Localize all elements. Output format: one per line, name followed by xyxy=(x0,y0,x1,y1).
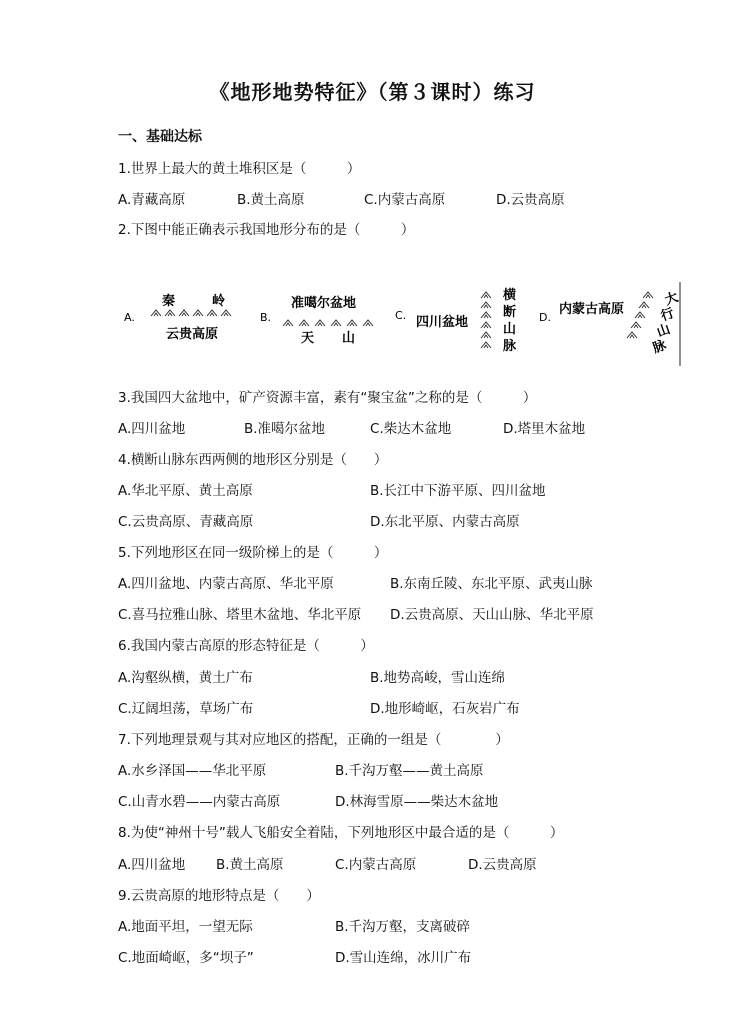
panel-a-label-ling: 岭 xyxy=(212,294,226,309)
question-6-stem: 6.我国内蒙古高原的形态特征是（ ） xyxy=(118,638,374,654)
panel-c-label-heng: 横 xyxy=(503,288,517,303)
q5-option-c: C.喜马拉雅山脉、塔里木盆地、华北平原 xyxy=(118,607,362,623)
q8-option-b: B.黄土高原 xyxy=(216,857,284,873)
panel-c-label-shan: 山 xyxy=(503,322,517,337)
q3-option-d: D.塔里木盆地 xyxy=(503,421,586,437)
q8-option-c: C.内蒙古高原 xyxy=(335,857,417,873)
q3-option-c: C.柴达木盆地 xyxy=(370,421,452,437)
panel-d-label-xing: 行 xyxy=(658,306,677,325)
q1-option-b: B.黄土高原 xyxy=(237,192,305,208)
q9-option-d: D.雪山连绵，冰川广布 xyxy=(335,950,472,966)
q9-option-a: A.地面平坦，一望无际 xyxy=(118,919,253,935)
section-heading: 一、基础达标 xyxy=(118,129,202,145)
panel-d-mountain-icon xyxy=(627,292,653,338)
panel-c-label-duan: 断 xyxy=(503,305,517,320)
q7-option-b: B.千沟万壑——黄土高原 xyxy=(335,763,484,779)
panel-d-label-mai: 脉 xyxy=(650,338,669,357)
panel-b-mountain-icon xyxy=(283,320,373,326)
panel-c-mountain-icon xyxy=(481,292,491,348)
q8-option-d: D.云贵高原 xyxy=(468,857,537,873)
q5-option-a: A.四川盆地、内蒙古高原、华北平原 xyxy=(118,576,334,592)
q6-option-c: C.辽阔坦荡，草场广布 xyxy=(118,701,254,717)
panel-a-label-yungui: 云贵高原 xyxy=(166,327,219,342)
panel-b-label-shan: 山 xyxy=(342,331,356,346)
q3-option-a: A.四川盆地 xyxy=(118,421,186,437)
q5-option-d: D.云贵高原、天山山脉、华北平原 xyxy=(390,607,594,623)
q3-option-b: B.准噶尔盆地 xyxy=(244,421,326,437)
q1-option-a: A.青藏高原 xyxy=(118,192,186,208)
panel-c-label-mai: 脉 xyxy=(503,339,517,354)
terrain-figure-svg xyxy=(118,280,698,370)
panel-d-label-neimenggu: 内蒙古高原 xyxy=(559,302,625,317)
q6-option-b: B.地势高峻，雪山连绵 xyxy=(370,670,506,686)
question-3-stem: 3.我国四大盆地中，矿产资源丰富，素有“聚宝盆”之称的是（ ） xyxy=(118,390,537,406)
panel-d-label-shan: 山 xyxy=(654,322,673,341)
q1-option-c: C.内蒙古高原 xyxy=(364,192,446,208)
figure-letter-c: C. xyxy=(395,309,407,322)
q4-option-c: C.云贵高原、青藏高原 xyxy=(118,514,254,530)
q9-option-b: B.千沟万壑，支离破碎 xyxy=(335,919,471,935)
q4-option-d: D.东北平原、内蒙古高原 xyxy=(370,514,520,530)
q1-option-d: D.云贵高原 xyxy=(496,192,565,208)
q9-option-c: C.地面崎岖，多“坝子” xyxy=(118,950,254,966)
q4-option-b: B.长江中下游平原、四川盆地 xyxy=(370,483,546,499)
q4-option-a: A.华北平原、黄土高原 xyxy=(118,483,253,499)
question-5-stem: 5.下列地形区在同一级阶梯上的是（ ） xyxy=(118,545,388,561)
question-2-stem: 2.下图中能正确表示我国地形分布的是（ ） xyxy=(118,222,415,238)
question-8-stem: 8.为使“神州十号”载人飞船安全着陆，下列地形区中最合适的是（ ） xyxy=(118,825,564,841)
panel-c-label-sichuan: 四川盆地 xyxy=(416,315,469,330)
question-9-stem: 9.云贵高原的地形特点是（ ） xyxy=(118,888,320,904)
terrain-figure xyxy=(118,280,698,366)
question-4-stem: 4.横断山脉东西两侧的地形区分别是（ ） xyxy=(118,452,388,468)
panel-d-label-da: 大 xyxy=(662,290,681,309)
figure-letter-a: A. xyxy=(124,311,135,324)
question-1-stem: 1.世界上最大的黄土堆积区是（ ） xyxy=(118,161,361,177)
panel-a-label-qin: 秦 xyxy=(162,294,176,309)
q7-option-c: C.山青水碧——内蒙古高原 xyxy=(118,794,281,810)
q7-option-a: A.水乡泽国——华北平原 xyxy=(118,763,267,779)
q7-option-d: D.林海雪原——柴达木盆地 xyxy=(335,794,499,810)
page-title: 《地形地势特征》（第３课时）练习 xyxy=(209,80,536,104)
figure-letter-d: D. xyxy=(539,311,551,324)
panel-b-label-tian: 天 xyxy=(301,331,315,346)
figure-letter-b: B. xyxy=(260,311,272,324)
q6-option-d: D.地形崎岖，石灰岩广布 xyxy=(370,701,520,717)
panel-b-label-junggar: 准噶尔盆地 xyxy=(291,296,357,311)
question-7-stem: 7.下列地理景观与其对应地区的搭配，正确的一组是（ ） xyxy=(118,732,509,748)
q8-option-a: A.四川盆地 xyxy=(118,857,186,873)
q6-option-a: A.沟壑纵横，黄土广布 xyxy=(118,670,253,686)
q5-option-b: B.东南丘陵、东北平原、武夷山脉 xyxy=(390,576,593,592)
panel-a-mountain-icon xyxy=(151,310,231,316)
